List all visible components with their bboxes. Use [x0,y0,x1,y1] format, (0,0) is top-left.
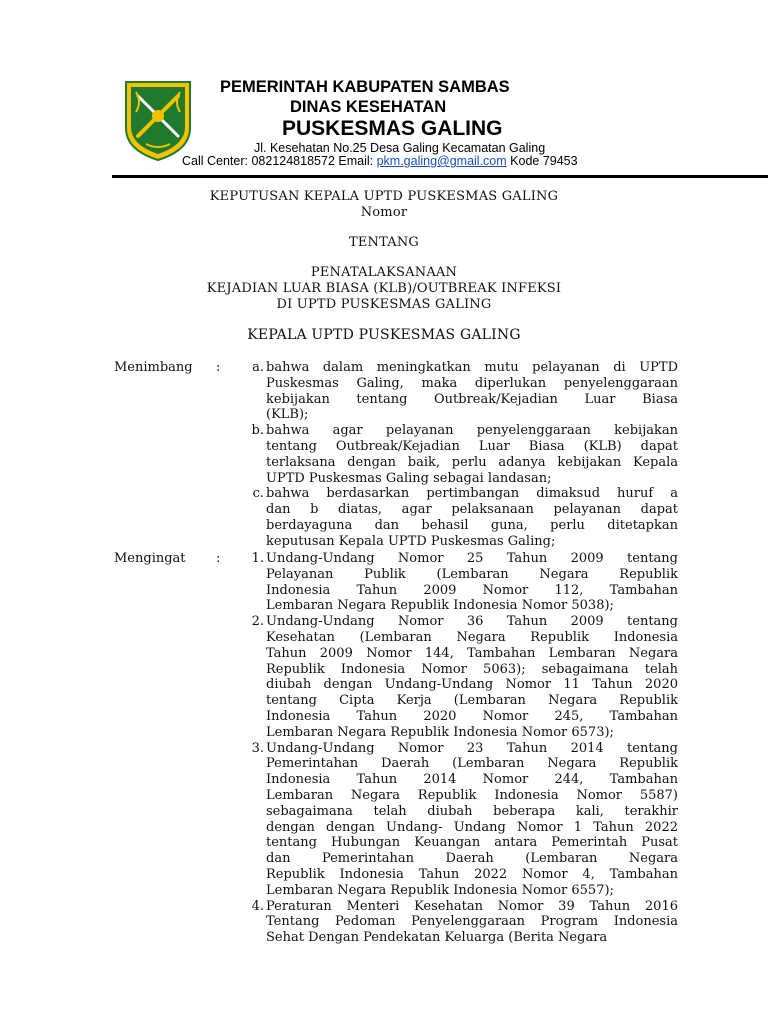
text-line: Undang-Undang Nomor 23 Tahun 2014 tentang [266,740,678,756]
text-line: keputusan Kepala UPTD Puskesmas Galing; [266,533,556,549]
menimbang-item-marker: c. [252,486,264,502]
contact-prefix: Call Center: 082124818572 Email: [182,154,377,168]
mengingat-item-marker: 1. [251,551,264,566]
mengingat-item-text [266,551,678,614]
text-line: Undang-Undang Nomor 36 Tahun 2009 tentang [266,614,678,630]
mengingat-item-text [266,741,678,899]
text-line: Puskesmas Galing, maka diperlukan penyelenggaraan [266,375,678,391]
text-line: Pemerintahan Daerah (Lembaran Negara Republik [266,756,678,772]
text-line: Tentang Pedoman Penyelenggaraan Program Indonesia [266,914,678,930]
text-line: (KLB); [266,407,309,423]
text-line: tentang Cipta Kerja (Lembaran Negara Republik [266,693,678,709]
menimbang-item-text [266,360,678,423]
menimbang-item-marker: a. [252,360,264,375]
letterhead-government: PEMERINTAH KABUPATEN SAMBAS [220,78,510,96]
text-line: Tahun 2009 Nomor 144, Tambahan Lembaran Negara [266,645,678,661]
text-line: Kesehatan (Lembaran Negara Republik Indonesia [266,629,678,645]
text-line: Indonesia Tahun 2020 Nomor 245, Tambahan [266,708,678,724]
letterhead-institution: PUSKESMAS GALING [282,117,503,140]
text-line: Lembaran Negara Republik Indonesia Nomor 6557); [266,882,614,898]
text-line: tentang Outbreak/Kejadian Luar Biasa (KLB) dapat [266,438,678,454]
text-line: UPTD Puskesmas Galing sebagai landasan; [266,470,552,486]
decree-number: Nomor [360,205,408,220]
mengingat-item-text [266,899,678,946]
mengingat-item-marker: 4. [251,898,264,914]
text-line: Sehat Dengan Pendekatan Keluarga (Berita Negara [266,930,608,946]
text-line: Indonesia Tahun 2009 Nomor 112, Tambahan [266,582,678,598]
menimbang-item-text [266,486,678,549]
letterhead-contact [182,154,578,168]
email-link[interactable]: pkm.galing@gmail.com [376,154,507,168]
decree-subject-line-3: DI UPTD PUSKESMAS GALING [276,297,492,312]
text-line: bahwa agar pelayanan penyelenggaraan kebijakan [266,423,678,439]
decree-subject-line-1: PENATALAKSANAAN [310,265,458,280]
mengingat-label: Mengingat [114,551,186,566]
text-line: Pelayanan Publik (Lembaran Negara Republik [266,566,678,582]
letterhead-department: DINAS KESEHATAN [290,98,447,116]
text-line: terlaksana dengan baik, perlu adanya kebijakan Kepala [266,454,678,470]
text-line: dengan dengan Undang- Undang Nomor 1 Tahun 2022 [266,819,678,835]
text-line: tentang Hubungan Keuangan antara Pemerintah Pusat [266,835,678,851]
text-line: bahwa dalam meningkatkan mutu pelayanan di UPTD [266,360,678,375]
contact-suffix: Kode 79453 [506,154,578,168]
menimbang-item-text [266,423,678,486]
text-line: Lembaran Negara Republik Indonesia Nomor 5038); [266,598,614,614]
mengingat-item-marker: 3. [251,740,264,756]
menimbang-item-marker: b. [251,423,264,439]
letterhead-divider [112,175,768,178]
text-line: diubah dengan Undang-Undang Nomor 11 Tahun 2020 [266,677,678,693]
text-line: Lembaran Negara Republik Indonesia Nomor 6573); [266,724,614,740]
text-line: Undang-Undang Nomor 25 Tahun 2009 tentang [266,551,678,566]
text-line: sebagaimana telah diubah beberapa kali, terakhir [266,803,678,819]
sambas-regency-emblem-icon [122,78,194,162]
mengingat-item-text [266,614,678,740]
text-line: kebijakan tentang Outbreak/Kejadian Luar Biasa [266,391,678,407]
mengingat-item-marker: 2. [251,614,264,630]
text-line: dan Pemerintahan Daerah (Lembaran Negara [266,851,678,867]
text-line: Peraturan Menteri Kesehatan Nomor 39 Tahun 2016 [266,898,678,914]
text-line: berdayaguna dan behasil guna, perlu ditetapkan [266,517,678,533]
decree-tentang: TENTANG [348,235,420,250]
decree-title: KEPUTUSAN KEPALA UPTD PUSKESMAS GALING [209,189,559,204]
mengingat-colon: : [216,551,221,566]
text-line: Lembaran Negara Republik Indonesia Nomor 5587) [266,787,678,803]
text-line: Republik Indonesia Tahun 2022 Nomor 4, Tambahan [266,866,678,882]
text-line: bahwa berdasarkan pertimbangan dimaksud huruf a [266,486,678,502]
decree-issuer: KEPALA UPTD PUSKESMAS GALING [247,327,521,343]
text-line: dan b diatas, agar pelaksanaan pelayanan dapat [266,502,678,518]
text-line: Republik Indonesia Nomor 5063); sebagaimana telah [266,661,678,677]
menimbang-label: Menimbang [114,360,193,375]
text-line: Indonesia Tahun 2014 Nomor 244, Tambahan [266,772,678,788]
menimbang-colon: : [216,360,221,375]
decree-subject-line-2: KEJADIAN LUAR BIASA (KLB)/OUTBREAK INFEKSI [206,281,562,296]
letterhead [0,0,768,180]
letterhead-address: Jl. Kesehatan No.25 Desa Galing Kecamatan Galing [254,141,546,155]
